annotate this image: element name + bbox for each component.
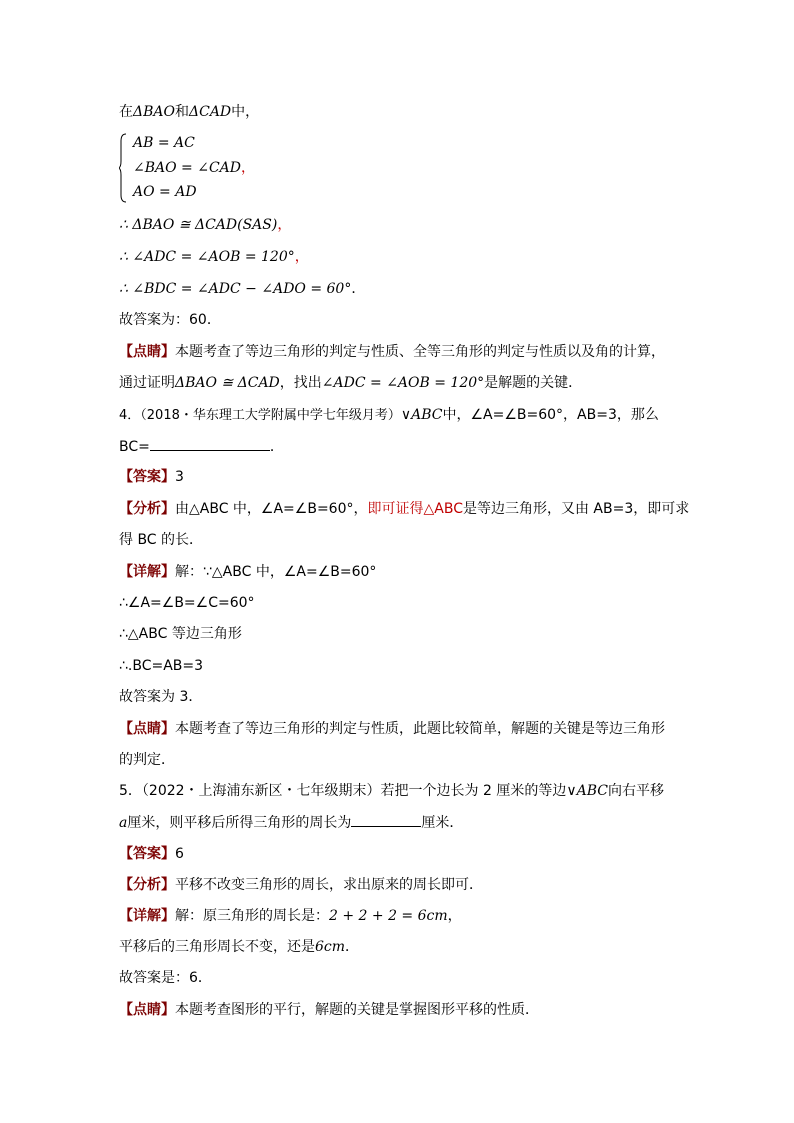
text: ∴△ABC 等边三角形: [119, 626, 242, 642]
question-line: [119, 812, 463, 833]
text: 由△ABC 中，∠A=∠B=60°，: [175, 501, 368, 517]
text: 故答案为 3．: [119, 689, 203, 705]
math-expression: ∴ ∠BDC = ∠ADC − ∠ADO = 60°: [119, 281, 352, 297]
solution-line: [119, 624, 242, 644]
text: BC=: [119, 439, 150, 455]
text: ∴.BC=AB=3: [119, 658, 204, 674]
text: ，: [277, 217, 292, 233]
equation-row: [133, 133, 195, 153]
math-expression: ΔBAO: [133, 104, 175, 120]
text: ，: [447, 908, 462, 924]
section-tag: 【点睛】: [119, 344, 175, 360]
text: 平移后的三角形周长不变，还是: [119, 939, 315, 955]
text: ，找出: [279, 375, 322, 391]
left-brace-icon: [119, 133, 127, 203]
text: ．: [269, 439, 284, 455]
solution-line: [119, 968, 212, 988]
text: 是等边三角形，又由 AB=3，即可求: [462, 501, 690, 517]
section-tag: 【点睛】: [119, 721, 175, 737]
math-expression: ΔCAD: [189, 104, 232, 120]
answer-blank: [351, 812, 421, 827]
text: 本题考查图形的平行，解题的关键是掌握图形平移的性质．: [175, 1002, 539, 1018]
math-expression: AO = AD: [133, 184, 197, 200]
text: 向右平移: [607, 783, 664, 799]
solution-line: [119, 906, 462, 926]
question-line: [119, 436, 284, 457]
text: 厘米．: [421, 815, 464, 831]
text: 解：原三角形的周长是：: [175, 908, 329, 924]
math-expression: ∠ADC = ∠AOB = 120°: [321, 375, 485, 391]
answer-line: [119, 844, 184, 864]
solution-line: [119, 593, 255, 613]
text-line: [119, 215, 291, 235]
text: 本题考查了等边三角形的判定与性质、全等三角形的判定与性质以及角的计算，: [175, 344, 665, 360]
text: 厘米，则平移后所得三角形的周长为: [127, 815, 352, 831]
math-expression: ∠BAO = ∠CAD: [133, 160, 242, 176]
equation-row: [133, 182, 197, 202]
solution-line: [119, 562, 376, 582]
section-tag: 【详解】: [119, 908, 175, 924]
math-expression: AB = AC: [133, 135, 195, 151]
text: ∴∠A=∠B=∠C=60°: [119, 595, 255, 611]
math-expression: ∴ ∠ADC = ∠AOB = 120°: [119, 249, 295, 265]
comment-line: [119, 719, 665, 739]
text-line: [119, 310, 221, 330]
question-line: [119, 405, 659, 426]
section-tag: 【详解】: [119, 564, 175, 580]
text: 在: [119, 104, 133, 120]
answer-value: 3: [175, 469, 184, 485]
math-expression: 6cm: [315, 939, 346, 955]
text: 中，∠A=∠B=60°，AB=3，那么: [442, 407, 659, 423]
solution-line: [119, 656, 203, 676]
text: 故答案为：60．: [119, 312, 221, 328]
section-tag: 【答案】: [119, 469, 175, 485]
math-expression: ∴ ΔBAO ≅ ΔCAD(SAS): [119, 217, 278, 233]
text: ，: [241, 160, 256, 176]
analysis-line: [119, 499, 689, 519]
answer-line: [119, 467, 184, 487]
text: 通过证明: [119, 375, 175, 391]
text: 的判定．: [119, 752, 175, 768]
text-line: [119, 102, 259, 122]
text: 中，: [231, 104, 260, 120]
text: 平移不改变三角形的周长，求出原来的周长即可．: [175, 877, 483, 893]
solution-line: [119, 687, 202, 707]
section-tag: 【点睛】: [119, 1002, 175, 1018]
comment-line: [119, 1000, 539, 1020]
text: 故答案是：6．: [119, 970, 212, 986]
section-tag: 【分析】: [119, 877, 175, 893]
analysis-line: [119, 530, 203, 550]
text: 得 BC 的长．: [119, 532, 204, 548]
answer-blank: [150, 436, 270, 451]
math-expression: ΔBAO ≅ ΔCAD: [175, 375, 280, 391]
comment-line: [119, 750, 175, 770]
text: ．: [345, 939, 360, 955]
text: 解：∵△ABC 中，∠A=∠B=60°: [175, 564, 377, 580]
analysis-line: [119, 875, 483, 895]
text: 本题考查了等边三角形的判定与性质，此题比较简单，解题的关键是等边三角形: [175, 721, 665, 737]
text: 即可证得△ABC: [367, 501, 463, 517]
question-source: 4．（2018・华东理工大学附属中学七年级月考）: [119, 408, 401, 423]
section-tag: 【答案】: [119, 846, 175, 862]
text-line: [119, 279, 365, 299]
text: 是解题的关键．: [484, 375, 583, 391]
question-source: 5．（2022・上海浦东新区・七年级期末）若把一个边长为 2 厘米的等边: [119, 783, 567, 799]
text: 和: [175, 104, 189, 120]
text-line: [119, 373, 582, 393]
math-expression: ∨ABC: [566, 783, 608, 799]
text: ，: [294, 249, 309, 265]
math-expression: a: [119, 815, 128, 831]
equation-row: [133, 158, 255, 178]
math-expression: 2 + 2 + 2 = 6cm: [329, 908, 448, 924]
question-line: [119, 781, 664, 801]
section-tag: 【分析】: [119, 501, 175, 517]
text-line: [119, 342, 665, 362]
text-line: [119, 247, 309, 267]
math-expression: ∨ABC: [400, 407, 443, 423]
answer-value: 6: [175, 846, 184, 862]
text: ．: [351, 281, 366, 297]
solution-line: [119, 937, 359, 957]
